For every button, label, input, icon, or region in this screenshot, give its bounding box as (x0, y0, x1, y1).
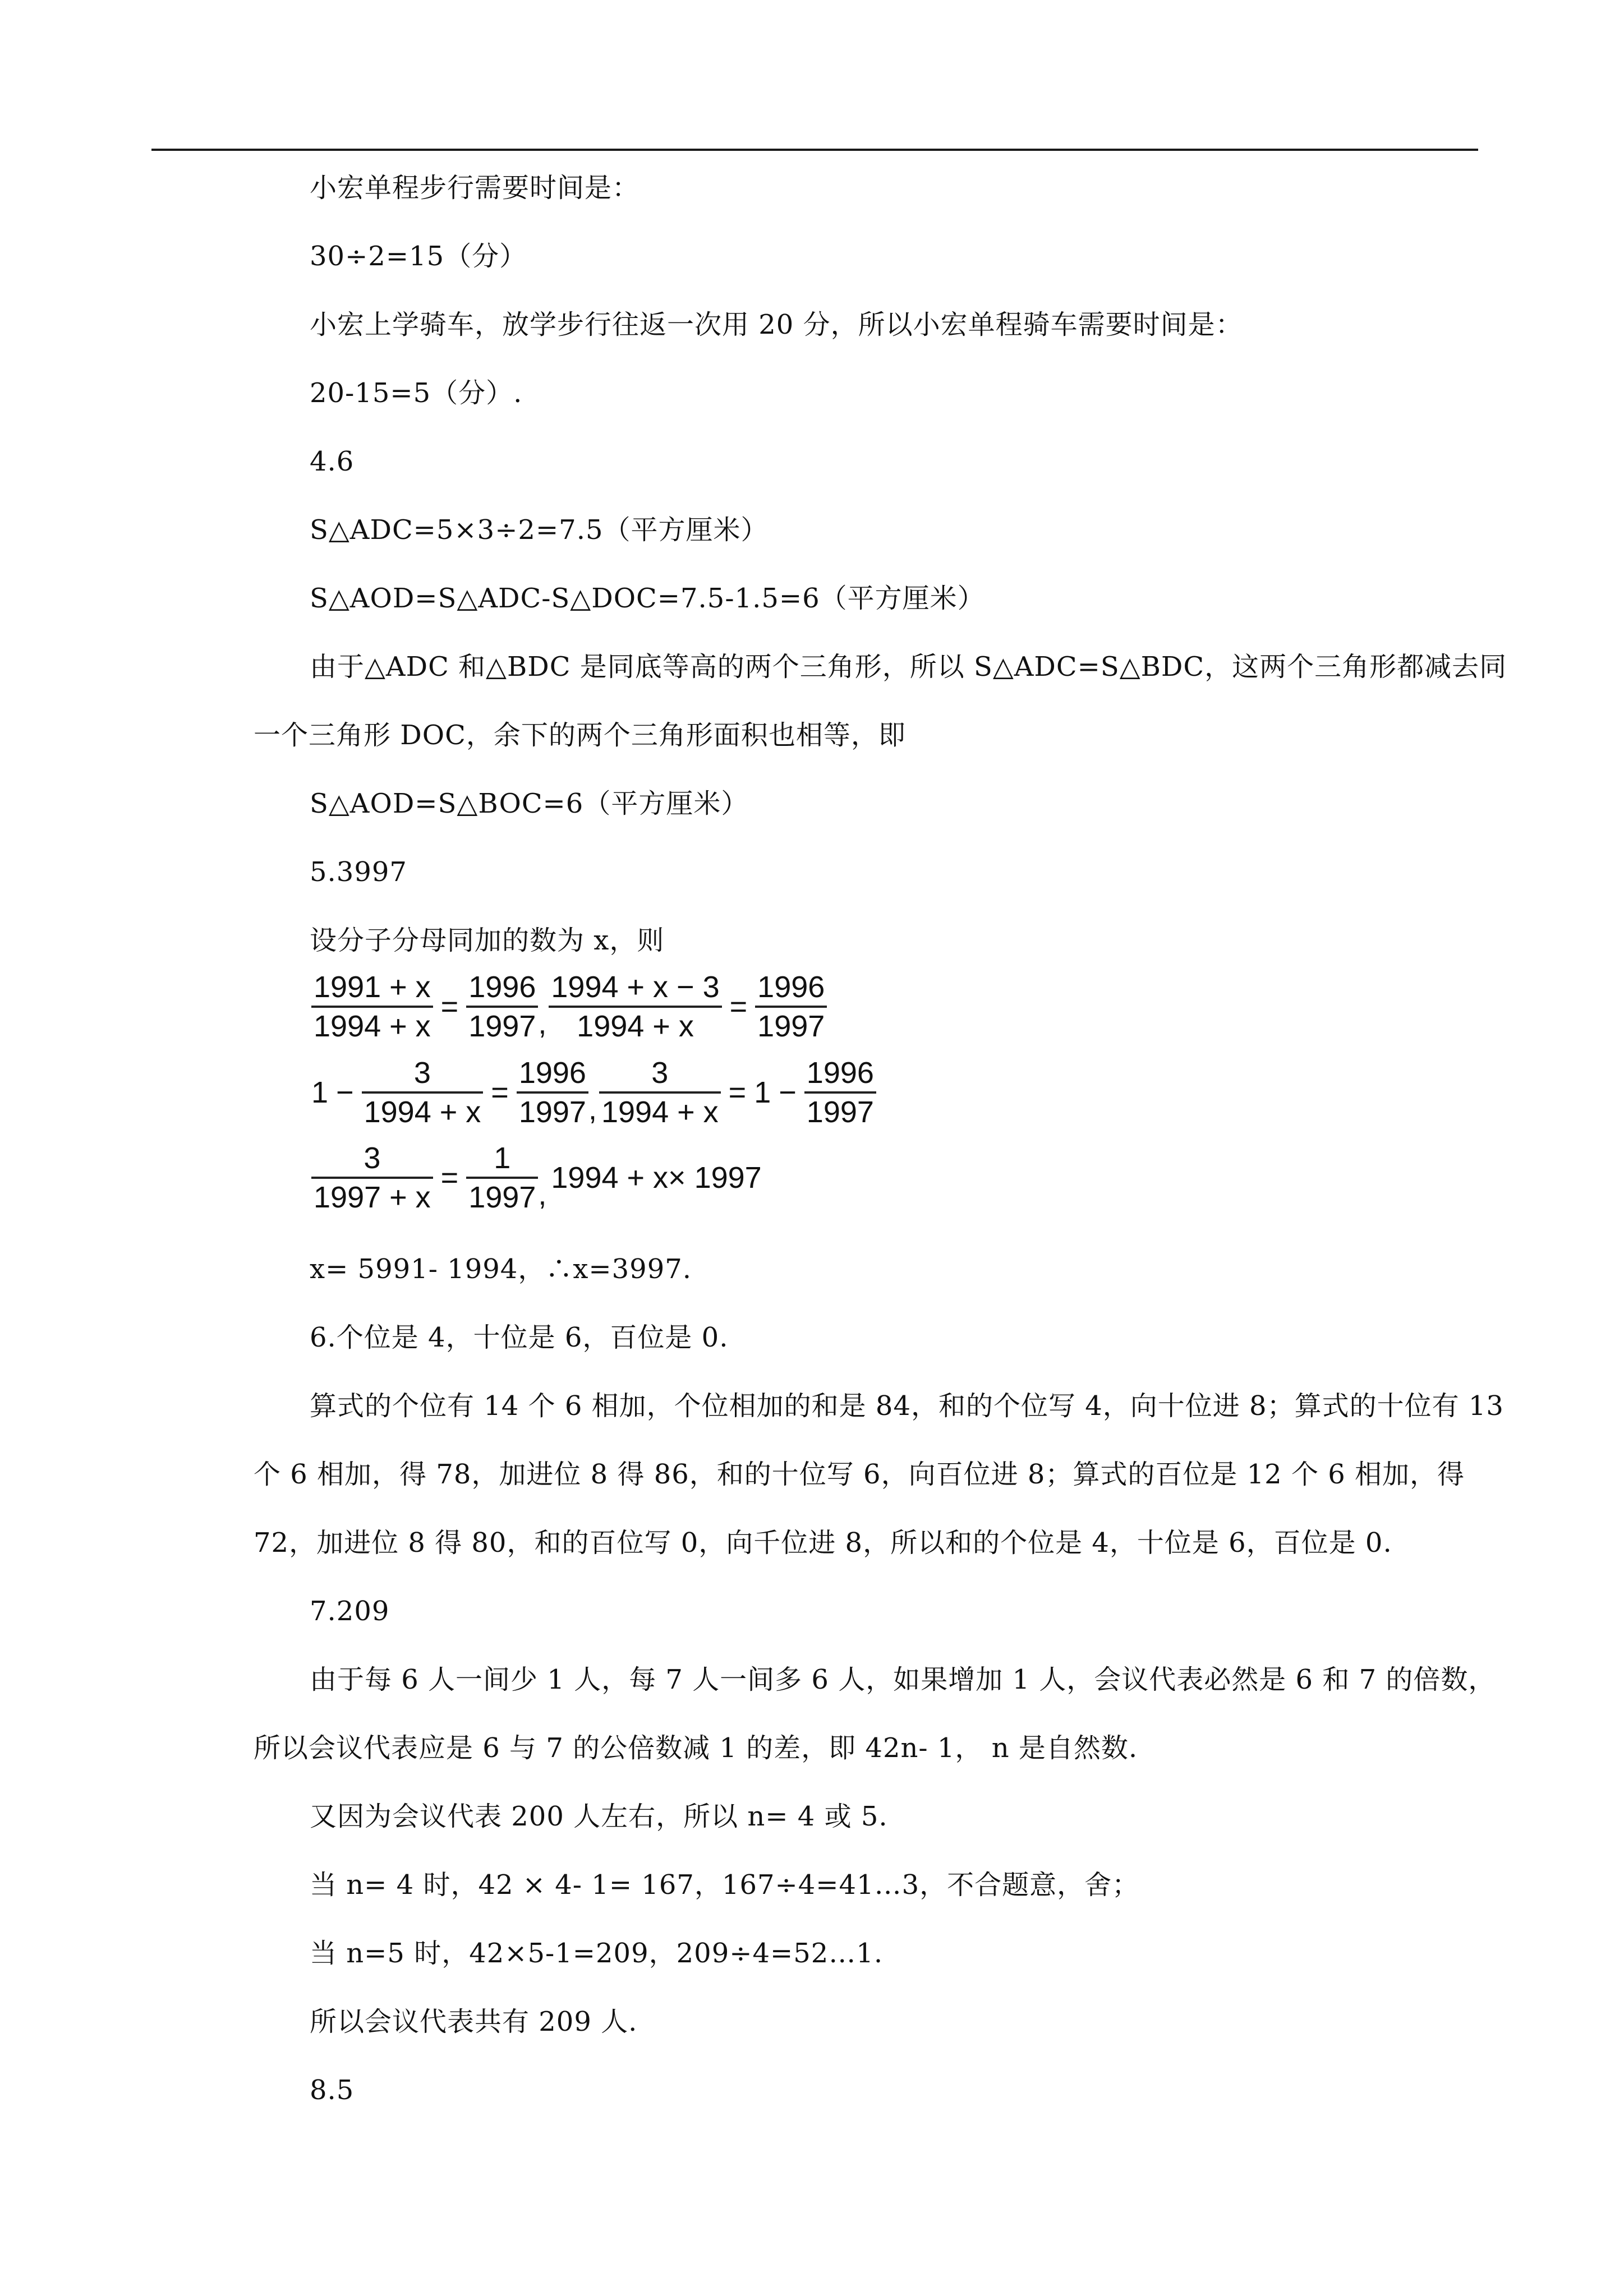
text-line: 算式的个位有 14 个 6 相加，个位相加的和是 84，和的个位写 4，向十位进 8；算式的十位有 13 (310, 1390, 1504, 1422)
denominator: 1997 (806, 1095, 874, 1129)
equation-row-3 (311, 1136, 762, 1220)
numerator: 1991 + x (314, 970, 431, 1004)
fraction (755, 969, 827, 1045)
question-number: 6.个位是 4，十位是 6，百位是 0. (310, 1322, 729, 1353)
text-line: x= 5991- 1994，∴x=3997. (310, 1253, 692, 1285)
numerator: 1996 (757, 970, 825, 1004)
number: 1 (754, 1076, 771, 1109)
equals-sign: = (440, 990, 459, 1023)
fraction (362, 1054, 484, 1131)
numerator: 1 (494, 1141, 511, 1175)
text-line: 设分子分母同加的数为 x，则 (310, 925, 665, 956)
fraction (804, 1054, 876, 1131)
equation-text: 1994 + x× 1997 (551, 1161, 762, 1195)
question-number: 8.5 (310, 2074, 355, 2106)
numerator: 3 (364, 1141, 381, 1175)
text-line: 由于△ADC 和△BDC 是同底等高的两个三角形，所以 S△ADC=S△BDC，这两个三角形都减去同 (310, 651, 1507, 683)
comma: , (538, 1007, 547, 1040)
equation-row-2 (311, 1050, 876, 1135)
text-line: 72，加进位 8 得 80，和的百位写 0，向千位进 8，所以和的个位是 4，十位是 6，百位是 0. (254, 1527, 1392, 1559)
text-line: 30÷2=15（分） (310, 241, 527, 272)
text-line: S△AOD=S△BOC=6（平方厘米） (310, 788, 749, 819)
equals-sign: = (729, 990, 748, 1023)
text-line: 所以会议代表共有 209 人. (310, 2006, 638, 2037)
number: 1 (311, 1076, 329, 1109)
minus-sign: − (336, 1076, 354, 1109)
numerator: 1996 (806, 1056, 874, 1090)
fraction (466, 1140, 538, 1216)
numerator: 1994 + x − 3 (551, 970, 720, 1004)
denominator: 1997 (757, 1009, 825, 1043)
fraction (599, 1054, 721, 1131)
numerator: 3 (413, 1056, 431, 1090)
text-line: S△ADC=5×3÷2=7.5（平方厘米） (310, 514, 769, 546)
fraction (311, 1140, 433, 1216)
fraction (517, 1054, 588, 1131)
text-line: 一个三角形 DOC，余下的两个三角形面积也相等，即 (254, 720, 906, 751)
denominator: 1997 + x (314, 1181, 431, 1214)
text-line: 小宏单程步行需要时间是： (310, 172, 640, 204)
equals-sign: = (728, 1076, 747, 1109)
numerator: 1996 (468, 970, 536, 1004)
question-number: 7.209 (310, 1596, 390, 1627)
text-line: 又因为会议代表 200 人左右，所以 n= 4 或 5. (310, 1801, 888, 1832)
denominator: 1994 + x (577, 1009, 694, 1043)
fraction (466, 969, 538, 1045)
comma: , (588, 1092, 597, 1126)
text-line: 所以会议代表应是 6 与 7 的公倍数减 1 的差，即 42n- 1， n 是自然数. (254, 1732, 1138, 1764)
text-line: 由于每 6 人一间少 1 人，每 7 人一间多 6 人，如果增加 1 人，会议代表必然是 6 和 7 的倍数， (310, 1664, 1496, 1695)
text-line: 当 n=5 时，42×5-1=209，209÷4=52…1. (310, 1938, 884, 1969)
denominator: 1994 + x (364, 1095, 481, 1129)
minus-sign: − (779, 1076, 797, 1109)
numerator: 3 (651, 1056, 669, 1090)
equals-sign: = (491, 1076, 509, 1109)
denominator: 1997 (518, 1095, 586, 1129)
text-line: S△AOD=S△ADC-S△DOC=7.5-1.5=6（平方厘米） (310, 583, 985, 614)
header-rule (151, 149, 1478, 151)
denominator: 1997 (468, 1009, 536, 1043)
fraction (311, 969, 433, 1045)
equals-sign: = (440, 1161, 459, 1195)
fraction (549, 969, 721, 1045)
question-number: 4.6 (310, 446, 355, 477)
numerator: 1996 (518, 1056, 586, 1090)
comma: , (538, 1178, 547, 1211)
denominator: 1997 (468, 1181, 536, 1214)
denominator: 1994 + x (601, 1095, 719, 1129)
text-line: 个 6 相加，得 78，加进位 8 得 86，和的十位写 6，向百位进 8；算式的百位是 12 个 6 相加，得 (254, 1459, 1465, 1490)
text-line: 小宏上学骑车，放学步行往返一次用 20 分，所以小宏单程骑车需要时间是： (310, 309, 1243, 340)
text-line: 20-15=5（分）. (310, 377, 523, 409)
denominator: 1994 + x (314, 1009, 431, 1043)
text-line: 当 n= 4 时，42 × 4- 1= 167，167÷4=41…3，不合题意，舍； (310, 1869, 1140, 1901)
question-number: 5.3997 (310, 856, 407, 888)
equation-row-1 (311, 965, 827, 1049)
